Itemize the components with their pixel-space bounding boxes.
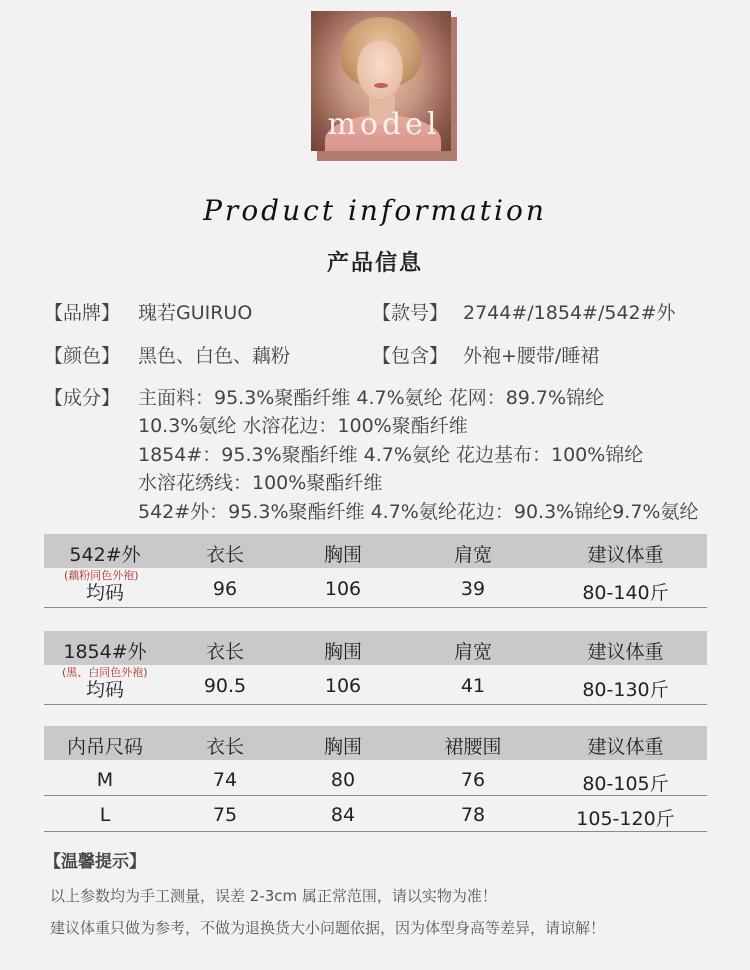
table-cell: L xyxy=(99,804,111,826)
title-chinese: 产品信息 xyxy=(326,251,423,276)
table-cell: 84 xyxy=(330,804,356,826)
table-cell: 41 xyxy=(460,675,486,697)
header-cell: 肩宽 xyxy=(453,544,492,566)
header-cell: 裙腰围 xyxy=(444,736,502,758)
table-cell: 106 xyxy=(324,578,362,600)
header-cell: 内吊尺码 xyxy=(66,736,143,758)
table-cell: 78 xyxy=(460,804,486,826)
table-cell: 96 xyxy=(212,578,238,600)
tip-line: 以上参数均为手工测量，误差 2-3cm 属正常范围，请以实物为准！ xyxy=(50,887,497,905)
size-table-slip xyxy=(44,726,707,832)
table-cell: 105-120斤 xyxy=(576,808,675,830)
table-row xyxy=(44,665,707,705)
table-header xyxy=(44,534,707,568)
photo-overlay-text: model xyxy=(327,107,441,142)
table-header xyxy=(44,631,707,665)
composition-label: 【成分】 xyxy=(44,387,121,409)
model-photo xyxy=(311,11,457,161)
composition-line: 水溶花绣线：100%聚酯纤维 xyxy=(138,472,383,494)
header-cell: 衣长 xyxy=(205,544,244,566)
composition-line: 542#外：95.3%聚酯纤维 4.7%氨纶花边：90.3%锦纶9.7%氨纶 xyxy=(138,501,699,523)
table-row xyxy=(44,760,707,796)
composition-line: 10.3%氨纶 水溶花边：100%聚酯纤维 xyxy=(138,415,468,437)
table-cell: 均码 xyxy=(85,582,124,604)
header-cell: 衣长 xyxy=(205,736,244,758)
includes-value: 外袍+腰带/睡裙 xyxy=(463,345,600,367)
header-cell: 衣长 xyxy=(205,641,244,663)
table-cell: 80-140斤 xyxy=(582,582,669,604)
header-cell: 建议体重 xyxy=(587,736,664,758)
header-cell: 542#外 xyxy=(69,544,141,566)
brand-label: 【品牌】 xyxy=(44,302,121,324)
table-cell: 76 xyxy=(460,769,486,791)
tips-title: 【温馨提示】 xyxy=(44,852,146,872)
style-number-label: 【款号】 xyxy=(372,302,449,324)
table-cell: 106 xyxy=(324,675,362,697)
header-cell: 建议体重 xyxy=(587,544,664,566)
table-cell: 39 xyxy=(460,578,486,600)
tip-line: 建议体重只做为参考，不做为退换货大小问题依据，因为体型身高等差异，请谅解！ xyxy=(50,919,606,937)
table-row xyxy=(44,568,707,608)
table-cell: 80-105斤 xyxy=(582,773,669,795)
table-header xyxy=(44,726,707,760)
title-english: Product information xyxy=(203,194,547,227)
size-table-542 xyxy=(44,534,707,608)
table-row xyxy=(44,796,707,832)
table-cell: 均码 xyxy=(85,679,124,701)
table-cell: M xyxy=(96,769,114,791)
table-cell: 74 xyxy=(212,769,238,791)
includes-label: 【包含】 xyxy=(372,345,449,367)
header-cell: 1854#外 xyxy=(63,641,147,663)
table-cell: 80 xyxy=(330,769,356,791)
composition-line: 主面料：95.3%聚酯纤维 4.7%氨纶 花网：89.7%锦纶 xyxy=(138,387,605,409)
header-cell: 胸围 xyxy=(323,544,362,566)
header-cell: 建议体重 xyxy=(587,641,664,663)
table-note: (黑、白同色外袍) xyxy=(62,666,148,679)
size-table-1854 xyxy=(44,631,707,705)
table-note: (藕粉同色外袍) xyxy=(64,569,139,582)
table-cell: 80-130斤 xyxy=(582,679,669,701)
color-label: 【颜色】 xyxy=(44,345,121,367)
composition-line: 1854#：95.3%聚酯纤维 4.7%氨纶 花边基布：100%锦纶 xyxy=(138,444,644,466)
color-value: 黑色、白色、藕粉 xyxy=(138,345,291,367)
header-cell: 胸围 xyxy=(323,641,362,663)
table-cell: 90.5 xyxy=(203,675,247,697)
table-cell: 75 xyxy=(212,804,238,826)
header-cell: 胸围 xyxy=(323,736,362,758)
brand-value: 瑰若GUIRUO xyxy=(138,302,253,324)
header-cell: 肩宽 xyxy=(453,641,492,663)
style-number-value: 2744#/1854#/542#外 xyxy=(463,302,676,324)
